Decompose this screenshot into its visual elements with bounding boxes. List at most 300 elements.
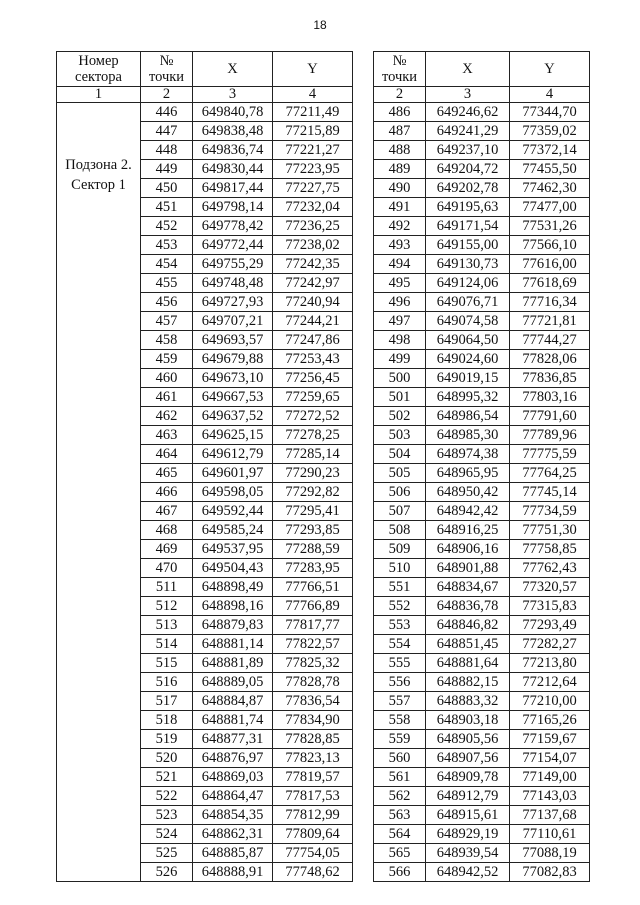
x-coordinate-cell: 649171,54 bbox=[426, 217, 510, 236]
table-row bbox=[374, 388, 590, 407]
y-coordinate-cell: 77822,57 bbox=[273, 635, 353, 654]
x-coordinate-cell: 648942,42 bbox=[426, 502, 510, 521]
point-number-cell: 524 bbox=[141, 825, 193, 844]
x-coordinate-cell: 648888,91 bbox=[193, 863, 273, 882]
x-coordinate-cell: 648883,32 bbox=[426, 692, 510, 711]
y-coordinate-cell: 77766,51 bbox=[273, 578, 353, 597]
x-coordinate-cell: 649195,63 bbox=[426, 198, 510, 217]
x-coordinate-cell: 649778,42 bbox=[193, 217, 273, 236]
y-coordinate-cell: 77210,00 bbox=[510, 692, 590, 711]
coordinates-table-left bbox=[56, 51, 353, 882]
x-coordinate-cell: 649772,44 bbox=[193, 236, 273, 255]
table-row bbox=[374, 502, 590, 521]
x-coordinate-cell: 649707,21 bbox=[193, 312, 273, 331]
y-coordinate-cell: 77836,54 bbox=[273, 692, 353, 711]
sector-label-line: Сектор 1 bbox=[71, 177, 126, 193]
point-number-cell: 519 bbox=[141, 730, 193, 749]
point-number-cell: 561 bbox=[374, 768, 426, 787]
y-coordinate-cell: 77825,32 bbox=[273, 654, 353, 673]
y-coordinate-cell: 77238,02 bbox=[273, 236, 353, 255]
table-row bbox=[374, 540, 590, 559]
point-number-cell: 489 bbox=[374, 160, 426, 179]
point-number-cell: 508 bbox=[374, 521, 426, 540]
x-coordinate-cell: 648884,87 bbox=[193, 692, 273, 711]
y-coordinate-cell: 77236,25 bbox=[273, 217, 353, 236]
y-coordinate-cell: 77259,65 bbox=[273, 388, 353, 407]
point-number-cell: 447 bbox=[141, 122, 193, 141]
x-coordinate-cell: 649202,78 bbox=[426, 179, 510, 198]
point-number-cell: 556 bbox=[374, 673, 426, 692]
point-number-cell: 512 bbox=[141, 597, 193, 616]
point-number-cell: 470 bbox=[141, 559, 193, 578]
y-coordinate-cell: 77817,53 bbox=[273, 787, 353, 806]
x-coordinate-cell: 648879,83 bbox=[193, 616, 273, 635]
point-number-cell: 486 bbox=[374, 103, 426, 122]
x-coordinate-cell: 648915,61 bbox=[426, 806, 510, 825]
point-number-cell: 465 bbox=[141, 464, 193, 483]
page-number: 18 bbox=[313, 18, 327, 32]
y-coordinate-cell: 77223,95 bbox=[273, 160, 353, 179]
header-x: X bbox=[426, 52, 510, 87]
point-number-cell: 520 bbox=[141, 749, 193, 768]
x-coordinate-cell: 648950,42 bbox=[426, 483, 510, 502]
x-coordinate-cell: 649679,88 bbox=[193, 350, 273, 369]
table-row bbox=[57, 103, 353, 122]
point-number-cell: 467 bbox=[141, 502, 193, 521]
x-coordinate-cell: 648898,16 bbox=[193, 597, 273, 616]
x-coordinate-cell: 648881,74 bbox=[193, 711, 273, 730]
x-coordinate-cell: 649748,48 bbox=[193, 274, 273, 293]
point-number-cell: 554 bbox=[374, 635, 426, 654]
column-number: 4 bbox=[273, 87, 353, 103]
table-row bbox=[374, 806, 590, 825]
point-number-cell: 498 bbox=[374, 331, 426, 350]
point-number-cell: 511 bbox=[141, 578, 193, 597]
point-number-cell: 464 bbox=[141, 445, 193, 464]
header-y: Y bbox=[273, 52, 353, 87]
point-number-cell: 446 bbox=[141, 103, 193, 122]
table-row bbox=[374, 350, 590, 369]
y-coordinate-cell: 77531,26 bbox=[510, 217, 590, 236]
point-number-cell: 565 bbox=[374, 844, 426, 863]
y-coordinate-cell: 77212,64 bbox=[510, 673, 590, 692]
table-row bbox=[374, 255, 590, 274]
table-row bbox=[374, 844, 590, 863]
table-row bbox=[374, 426, 590, 445]
y-coordinate-cell: 77240,94 bbox=[273, 293, 353, 312]
x-coordinate-cell: 649612,79 bbox=[193, 445, 273, 464]
table-row bbox=[374, 825, 590, 844]
x-coordinate-cell: 648885,87 bbox=[193, 844, 273, 863]
y-coordinate-cell: 77789,96 bbox=[510, 426, 590, 445]
point-number-cell: 495 bbox=[374, 274, 426, 293]
y-coordinate-cell: 77221,27 bbox=[273, 141, 353, 160]
table-row bbox=[374, 692, 590, 711]
point-number-cell: 499 bbox=[374, 350, 426, 369]
x-coordinate-cell: 648862,31 bbox=[193, 825, 273, 844]
x-coordinate-cell: 649504,43 bbox=[193, 559, 273, 578]
point-number-cell: 460 bbox=[141, 369, 193, 388]
point-number-cell: 557 bbox=[374, 692, 426, 711]
point-number-cell: 462 bbox=[141, 407, 193, 426]
y-coordinate-cell: 77834,90 bbox=[273, 711, 353, 730]
y-coordinate-cell: 77253,43 bbox=[273, 350, 353, 369]
point-number-cell: 523 bbox=[141, 806, 193, 825]
y-coordinate-cell: 77283,95 bbox=[273, 559, 353, 578]
x-coordinate-cell: 648889,05 bbox=[193, 673, 273, 692]
x-coordinate-cell: 648846,82 bbox=[426, 616, 510, 635]
y-coordinate-cell: 77616,00 bbox=[510, 255, 590, 274]
point-number-cell: 448 bbox=[141, 141, 193, 160]
table-row bbox=[374, 217, 590, 236]
y-coordinate-cell: 77293,85 bbox=[273, 521, 353, 540]
x-coordinate-cell: 648882,15 bbox=[426, 673, 510, 692]
y-coordinate-cell: 77149,00 bbox=[510, 768, 590, 787]
y-coordinate-cell: 77817,77 bbox=[273, 616, 353, 635]
point-number-cell: 514 bbox=[141, 635, 193, 654]
point-number-cell: 463 bbox=[141, 426, 193, 445]
point-number-cell: 560 bbox=[374, 749, 426, 768]
y-coordinate-cell: 77775,59 bbox=[510, 445, 590, 464]
y-coordinate-cell: 77716,34 bbox=[510, 293, 590, 312]
x-coordinate-cell: 649246,62 bbox=[426, 103, 510, 122]
sector-label-line: Подзона 2. bbox=[65, 157, 132, 173]
point-number-cell: 455 bbox=[141, 274, 193, 293]
x-coordinate-cell: 648901,88 bbox=[426, 559, 510, 578]
y-coordinate-cell: 77282,27 bbox=[510, 635, 590, 654]
point-number-cell: 492 bbox=[374, 217, 426, 236]
x-coordinate-cell: 649840,78 bbox=[193, 103, 273, 122]
point-number-cell: 469 bbox=[141, 540, 193, 559]
table-row bbox=[374, 464, 590, 483]
table-row bbox=[374, 293, 590, 312]
table-header-row bbox=[57, 52, 353, 87]
x-coordinate-cell: 649836,74 bbox=[193, 141, 273, 160]
point-number-cell: 490 bbox=[374, 179, 426, 198]
y-coordinate-cell: 77242,97 bbox=[273, 274, 353, 293]
x-coordinate-cell: 648906,16 bbox=[426, 540, 510, 559]
point-number-cell: 505 bbox=[374, 464, 426, 483]
y-coordinate-cell: 77618,69 bbox=[510, 274, 590, 293]
header-sector-number: Номер сектора bbox=[57, 52, 141, 87]
y-coordinate-cell: 77137,68 bbox=[510, 806, 590, 825]
point-number-cell: 562 bbox=[374, 787, 426, 806]
header-point-number: № точки bbox=[374, 52, 426, 87]
y-coordinate-cell: 77823,13 bbox=[273, 749, 353, 768]
y-coordinate-cell: 77828,06 bbox=[510, 350, 590, 369]
x-coordinate-cell: 649693,57 bbox=[193, 331, 273, 350]
table-row bbox=[374, 711, 590, 730]
x-coordinate-cell: 648909,78 bbox=[426, 768, 510, 787]
y-coordinate-cell: 77721,81 bbox=[510, 312, 590, 331]
x-coordinate-cell: 648974,38 bbox=[426, 445, 510, 464]
y-coordinate-cell: 77082,83 bbox=[510, 863, 590, 882]
column-number-row bbox=[374, 87, 590, 103]
x-coordinate-cell: 649124,06 bbox=[426, 274, 510, 293]
x-coordinate-cell: 648881,64 bbox=[426, 654, 510, 673]
point-number-cell: 458 bbox=[141, 331, 193, 350]
x-coordinate-cell: 648942,52 bbox=[426, 863, 510, 882]
table-row bbox=[374, 103, 590, 122]
table-row bbox=[374, 521, 590, 540]
point-number-cell: 500 bbox=[374, 369, 426, 388]
y-coordinate-cell: 77819,57 bbox=[273, 768, 353, 787]
column-number: 3 bbox=[426, 87, 510, 103]
table-row bbox=[374, 407, 590, 426]
coordinates-table-right bbox=[373, 51, 590, 882]
x-coordinate-cell: 649537,95 bbox=[193, 540, 273, 559]
point-number-cell: 496 bbox=[374, 293, 426, 312]
x-coordinate-cell: 648876,97 bbox=[193, 749, 273, 768]
table-row bbox=[374, 369, 590, 388]
point-number-cell: 461 bbox=[141, 388, 193, 407]
point-number-cell: 513 bbox=[141, 616, 193, 635]
x-coordinate-cell: 648836,78 bbox=[426, 597, 510, 616]
table-row bbox=[374, 274, 590, 293]
y-coordinate-cell: 77828,85 bbox=[273, 730, 353, 749]
x-coordinate-cell: 648912,79 bbox=[426, 787, 510, 806]
x-coordinate-cell: 648903,18 bbox=[426, 711, 510, 730]
point-number-cell: 509 bbox=[374, 540, 426, 559]
y-coordinate-cell: 77744,27 bbox=[510, 331, 590, 350]
y-coordinate-cell: 77088,19 bbox=[510, 844, 590, 863]
table-row bbox=[374, 654, 590, 673]
y-coordinate-cell: 77566,10 bbox=[510, 236, 590, 255]
x-coordinate-cell: 649204,72 bbox=[426, 160, 510, 179]
x-coordinate-cell: 649727,93 bbox=[193, 293, 273, 312]
point-number-cell: 518 bbox=[141, 711, 193, 730]
y-coordinate-cell: 77244,21 bbox=[273, 312, 353, 331]
x-coordinate-cell: 648905,56 bbox=[426, 730, 510, 749]
point-number-cell: 451 bbox=[141, 198, 193, 217]
table-row bbox=[374, 122, 590, 141]
point-number-cell: 487 bbox=[374, 122, 426, 141]
y-coordinate-cell: 77320,57 bbox=[510, 578, 590, 597]
x-coordinate-cell: 649601,97 bbox=[193, 464, 273, 483]
point-number-cell: 525 bbox=[141, 844, 193, 863]
table-row bbox=[374, 749, 590, 768]
point-number-cell: 488 bbox=[374, 141, 426, 160]
y-coordinate-cell: 77256,45 bbox=[273, 369, 353, 388]
point-number-cell: 456 bbox=[141, 293, 193, 312]
y-coordinate-cell: 77764,25 bbox=[510, 464, 590, 483]
table-row bbox=[374, 787, 590, 806]
table-row bbox=[374, 863, 590, 882]
header-y: Y bbox=[510, 52, 590, 87]
y-coordinate-cell: 77748,62 bbox=[273, 863, 353, 882]
y-coordinate-cell: 77295,41 bbox=[273, 502, 353, 521]
x-coordinate-cell: 648851,45 bbox=[426, 635, 510, 654]
point-number-cell: 466 bbox=[141, 483, 193, 502]
point-number-cell: 553 bbox=[374, 616, 426, 635]
x-coordinate-cell: 649667,53 bbox=[193, 388, 273, 407]
point-number-cell: 468 bbox=[141, 521, 193, 540]
x-coordinate-cell: 648881,14 bbox=[193, 635, 273, 654]
y-coordinate-cell: 77477,00 bbox=[510, 198, 590, 217]
x-coordinate-cell: 648986,54 bbox=[426, 407, 510, 426]
y-coordinate-cell: 77812,99 bbox=[273, 806, 353, 825]
point-number-cell: 501 bbox=[374, 388, 426, 407]
x-coordinate-cell: 648965,95 bbox=[426, 464, 510, 483]
x-coordinate-cell: 649019,15 bbox=[426, 369, 510, 388]
x-coordinate-cell: 648854,35 bbox=[193, 806, 273, 825]
y-coordinate-cell: 77159,67 bbox=[510, 730, 590, 749]
y-coordinate-cell: 77734,59 bbox=[510, 502, 590, 521]
x-coordinate-cell: 649625,15 bbox=[193, 426, 273, 445]
header-point-number: № точки bbox=[141, 52, 193, 87]
x-coordinate-cell: 648929,19 bbox=[426, 825, 510, 844]
column-number: 3 bbox=[193, 87, 273, 103]
column-number: 2 bbox=[374, 87, 426, 103]
point-number-cell: 503 bbox=[374, 426, 426, 445]
y-coordinate-cell: 77803,16 bbox=[510, 388, 590, 407]
x-coordinate-cell: 648939,54 bbox=[426, 844, 510, 863]
table-row bbox=[374, 179, 590, 198]
point-number-cell: 515 bbox=[141, 654, 193, 673]
x-coordinate-cell: 649585,24 bbox=[193, 521, 273, 540]
x-coordinate-cell: 649755,29 bbox=[193, 255, 273, 274]
point-number-cell: 502 bbox=[374, 407, 426, 426]
point-number-cell: 493 bbox=[374, 236, 426, 255]
table-row bbox=[374, 768, 590, 787]
y-coordinate-cell: 77293,49 bbox=[510, 616, 590, 635]
y-coordinate-cell: 77836,85 bbox=[510, 369, 590, 388]
x-coordinate-cell: 648916,25 bbox=[426, 521, 510, 540]
table-header-row bbox=[374, 52, 590, 87]
point-number-cell: 559 bbox=[374, 730, 426, 749]
x-coordinate-cell: 649817,44 bbox=[193, 179, 273, 198]
table-row bbox=[374, 616, 590, 635]
x-coordinate-cell: 648995,32 bbox=[426, 388, 510, 407]
header-x: X bbox=[193, 52, 273, 87]
table-row bbox=[374, 635, 590, 654]
y-coordinate-cell: 77292,82 bbox=[273, 483, 353, 502]
x-coordinate-cell: 649064,50 bbox=[426, 331, 510, 350]
point-number-cell: 457 bbox=[141, 312, 193, 331]
point-number-cell: 453 bbox=[141, 236, 193, 255]
point-number-cell: 491 bbox=[374, 198, 426, 217]
y-coordinate-cell: 77211,49 bbox=[273, 103, 353, 122]
x-coordinate-cell: 648985,30 bbox=[426, 426, 510, 445]
table-row bbox=[374, 559, 590, 578]
y-coordinate-cell: 77278,25 bbox=[273, 426, 353, 445]
y-coordinate-cell: 77809,64 bbox=[273, 825, 353, 844]
x-coordinate-cell: 649598,05 bbox=[193, 483, 273, 502]
y-coordinate-cell: 77242,35 bbox=[273, 255, 353, 274]
x-coordinate-cell: 649673,10 bbox=[193, 369, 273, 388]
point-number-cell: 454 bbox=[141, 255, 193, 274]
column-number: 4 bbox=[510, 87, 590, 103]
column-number: 1 bbox=[57, 87, 141, 103]
point-number-cell: 494 bbox=[374, 255, 426, 274]
table-row bbox=[374, 331, 590, 350]
point-number-cell: 563 bbox=[374, 806, 426, 825]
point-number-cell: 510 bbox=[374, 559, 426, 578]
table-row bbox=[374, 730, 590, 749]
x-coordinate-cell: 649637,52 bbox=[193, 407, 273, 426]
table-row bbox=[374, 483, 590, 502]
x-coordinate-cell: 649076,71 bbox=[426, 293, 510, 312]
x-coordinate-cell: 649592,44 bbox=[193, 502, 273, 521]
y-coordinate-cell: 77215,89 bbox=[273, 122, 353, 141]
point-number-cell: 551 bbox=[374, 578, 426, 597]
x-coordinate-cell: 649024,60 bbox=[426, 350, 510, 369]
y-coordinate-cell: 77758,85 bbox=[510, 540, 590, 559]
table-row bbox=[374, 198, 590, 217]
x-coordinate-cell: 648877,31 bbox=[193, 730, 273, 749]
column-number: 2 bbox=[141, 87, 193, 103]
y-coordinate-cell: 77110,61 bbox=[510, 825, 590, 844]
table-row bbox=[374, 160, 590, 179]
table-row bbox=[374, 597, 590, 616]
point-number-cell: 558 bbox=[374, 711, 426, 730]
x-coordinate-cell: 648881,89 bbox=[193, 654, 273, 673]
table-row bbox=[374, 578, 590, 597]
y-coordinate-cell: 77754,05 bbox=[273, 844, 353, 863]
x-coordinate-cell: 649241,29 bbox=[426, 122, 510, 141]
y-coordinate-cell: 77165,26 bbox=[510, 711, 590, 730]
table-row bbox=[374, 445, 590, 464]
table-row bbox=[374, 673, 590, 692]
point-number-cell: 522 bbox=[141, 787, 193, 806]
point-number-cell: 564 bbox=[374, 825, 426, 844]
point-number-cell: 566 bbox=[374, 863, 426, 882]
y-coordinate-cell: 77359,02 bbox=[510, 122, 590, 141]
point-number-cell: 526 bbox=[141, 863, 193, 882]
y-coordinate-cell: 77766,89 bbox=[273, 597, 353, 616]
point-number-cell: 497 bbox=[374, 312, 426, 331]
point-number-cell: 452 bbox=[141, 217, 193, 236]
x-coordinate-cell: 649074,58 bbox=[426, 312, 510, 331]
column-number-row bbox=[57, 87, 353, 103]
x-coordinate-cell: 649830,44 bbox=[193, 160, 273, 179]
y-coordinate-cell: 77372,14 bbox=[510, 141, 590, 160]
x-coordinate-cell: 649237,10 bbox=[426, 141, 510, 160]
sector-label bbox=[57, 103, 141, 882]
y-coordinate-cell: 77272,52 bbox=[273, 407, 353, 426]
x-coordinate-cell: 648898,49 bbox=[193, 578, 273, 597]
y-coordinate-cell: 77455,50 bbox=[510, 160, 590, 179]
point-number-cell: 504 bbox=[374, 445, 426, 464]
point-number-cell: 507 bbox=[374, 502, 426, 521]
y-coordinate-cell: 77791,60 bbox=[510, 407, 590, 426]
y-coordinate-cell: 77290,23 bbox=[273, 464, 353, 483]
y-coordinate-cell: 77213,80 bbox=[510, 654, 590, 673]
point-number-cell: 517 bbox=[141, 692, 193, 711]
x-coordinate-cell: 648864,47 bbox=[193, 787, 273, 806]
y-coordinate-cell: 77751,30 bbox=[510, 521, 590, 540]
y-coordinate-cell: 77288,59 bbox=[273, 540, 353, 559]
table-row bbox=[374, 236, 590, 255]
point-number-cell: 459 bbox=[141, 350, 193, 369]
x-coordinate-cell: 648834,67 bbox=[426, 578, 510, 597]
y-coordinate-cell: 77344,70 bbox=[510, 103, 590, 122]
point-number-cell: 449 bbox=[141, 160, 193, 179]
point-number-cell: 506 bbox=[374, 483, 426, 502]
point-number-cell: 521 bbox=[141, 768, 193, 787]
x-coordinate-cell: 648907,56 bbox=[426, 749, 510, 768]
y-coordinate-cell: 77462,30 bbox=[510, 179, 590, 198]
y-coordinate-cell: 77285,14 bbox=[273, 445, 353, 464]
y-coordinate-cell: 77315,83 bbox=[510, 597, 590, 616]
x-coordinate-cell: 649838,48 bbox=[193, 122, 273, 141]
x-coordinate-cell: 649798,14 bbox=[193, 198, 273, 217]
y-coordinate-cell: 77828,78 bbox=[273, 673, 353, 692]
x-coordinate-cell: 649130,73 bbox=[426, 255, 510, 274]
y-coordinate-cell: 77154,07 bbox=[510, 749, 590, 768]
table-row bbox=[374, 312, 590, 331]
y-coordinate-cell: 77143,03 bbox=[510, 787, 590, 806]
